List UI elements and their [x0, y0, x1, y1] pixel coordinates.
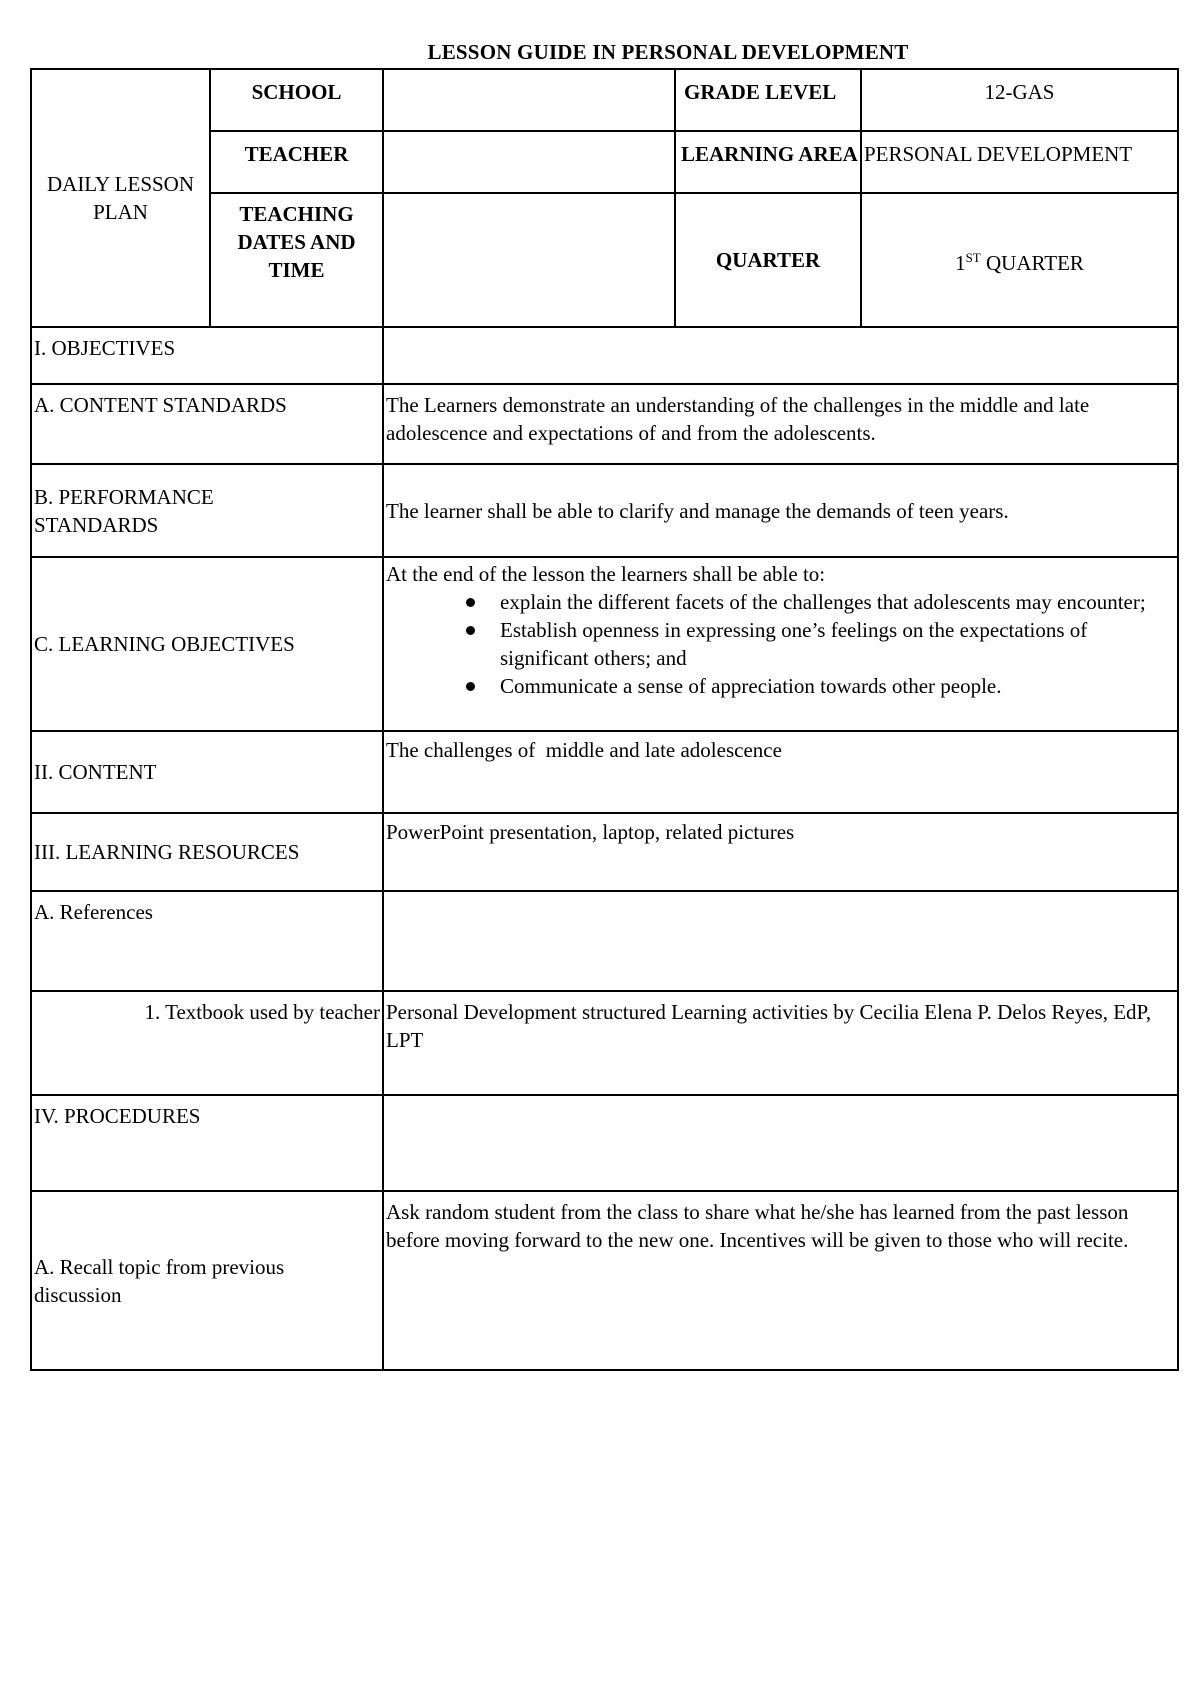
quarter-number: 1: [955, 250, 966, 275]
performance-standards-label-cell: [32, 465, 384, 558]
learning-area-value: PERSONAL DEVELOPMENT: [864, 142, 1133, 166]
references-value-cell: [384, 892, 1177, 992]
textbook-value-cell: [384, 992, 1177, 1096]
daily-lesson-plan-cell: [32, 70, 211, 328]
content-label: II. CONTENT: [34, 760, 157, 784]
quarter-value-cell: [862, 194, 1177, 328]
school-value-cell: [384, 70, 676, 132]
procedures-label-cell: [32, 1096, 384, 1192]
content-label-cell: [32, 732, 384, 814]
learning-resources-value: PowerPoint presentation, laptop, related pictures: [386, 820, 795, 844]
teacher-value-cell: [384, 132, 676, 194]
learning-area-label: LEARNING AREA: [681, 142, 858, 166]
quarter-label: QUARTER: [715, 248, 821, 272]
grade-level-label-cell: [676, 70, 862, 132]
references-label: A. References: [34, 900, 153, 924]
grade-level-value: 12-GAS: [984, 80, 1055, 104]
performance-standards-value: The learner shall be able to clarify and manage the demands of teen years.: [386, 498, 1009, 523]
quarter-word: QUARTER: [986, 250, 1084, 275]
objectives-label: I. OBJECTIVES: [34, 336, 176, 360]
performance-standards-label: B. PERFORMANCE STANDARDS: [34, 484, 214, 537]
content-value-cell: [384, 732, 1177, 814]
content-standards-label-cell: [32, 385, 384, 465]
learning-objectives-value-cell: [384, 558, 1177, 732]
performance-standards-value-cell: [384, 465, 1177, 558]
learning-resources-value-cell: [384, 814, 1177, 892]
learning-objective-item: Establish openness in expressing one’s feelings on the expectations of significant others; and: [500, 616, 1175, 672]
references-label-cell: [32, 892, 384, 992]
learning-objective-item: Communicate a sense of appreciation towards other people.: [500, 672, 1175, 700]
recall-value: Ask random student from the class to share what he/she has learned from the past lesson before moving forward to the new one. Incentives will be given to those who will recite.: [386, 1200, 1129, 1252]
school-label-cell: [211, 70, 384, 132]
lesson-plan-table: [30, 68, 1179, 1371]
objectives-value-cell: [384, 328, 1177, 385]
content-standards-label: A. CONTENT STANDARDS: [34, 393, 287, 417]
content-standards-value: The Learners demonstrate an understanding of the challenges in the middle and late adolescence and expectations of and from the adolescents.: [386, 393, 1090, 445]
procedures-value-cell: [384, 1096, 1177, 1192]
textbook-label-cell: [32, 992, 384, 1096]
school-label: SCHOOL: [251, 80, 342, 104]
content-value: The challenges of middle and late adolescence: [386, 738, 782, 762]
learning-area-label-cell: [676, 132, 862, 194]
teaching-dates-value-cell: [384, 194, 676, 328]
learning-area-value-cell: [862, 132, 1177, 194]
teacher-label: TEACHER: [244, 142, 349, 166]
recall-value-cell: [384, 1192, 1177, 1369]
objectives-label-cell: [32, 328, 384, 385]
grade-level-label: GRADE LEVEL: [684, 80, 837, 104]
quarter-suffix: ST: [965, 249, 981, 265]
learning-objectives-label-cell: [32, 558, 384, 732]
learning-objective-item: explain the different facets of the challenges that adolescents may encounter;: [500, 588, 1175, 616]
content-standards-value-cell: [384, 385, 1177, 465]
textbook-value: Personal Development structured Learning activities by Cecilia Elena P. Delos Reyes, EdP, LPT: [386, 1000, 1152, 1052]
grade-level-value-cell: [862, 70, 1177, 132]
quarter-value: [864, 244, 1175, 277]
learning-resources-label-cell: [32, 814, 384, 892]
document-title: LESSON GUIDE IN PERSONAL DEVELOPMENT: [427, 40, 909, 64]
learning-objectives-list: [386, 588, 1175, 700]
quarter-label-cell: [676, 194, 862, 328]
teacher-label-cell: [211, 132, 384, 194]
learning-objectives-label: C. LEARNING OBJECTIVES: [34, 632, 295, 656]
daily-lesson-plan-label: DAILY LESSON PLAN: [46, 172, 195, 224]
learning-resources-label: III. LEARNING RESOURCES: [34, 840, 300, 864]
textbook-label: 1. Textbook used by teacher: [144, 1000, 380, 1024]
teaching-dates-label: TEACHING DATES AND TIME: [237, 202, 356, 282]
recall-label: A. Recall topic from previous discussion: [34, 1254, 285, 1307]
recall-label-cell: [32, 1192, 384, 1369]
teaching-dates-label-cell: [211, 194, 384, 328]
learning-objectives-intro: At the end of the lesson the learners shall be able to:: [386, 562, 826, 586]
procedures-label: IV. PROCEDURES: [34, 1104, 201, 1128]
